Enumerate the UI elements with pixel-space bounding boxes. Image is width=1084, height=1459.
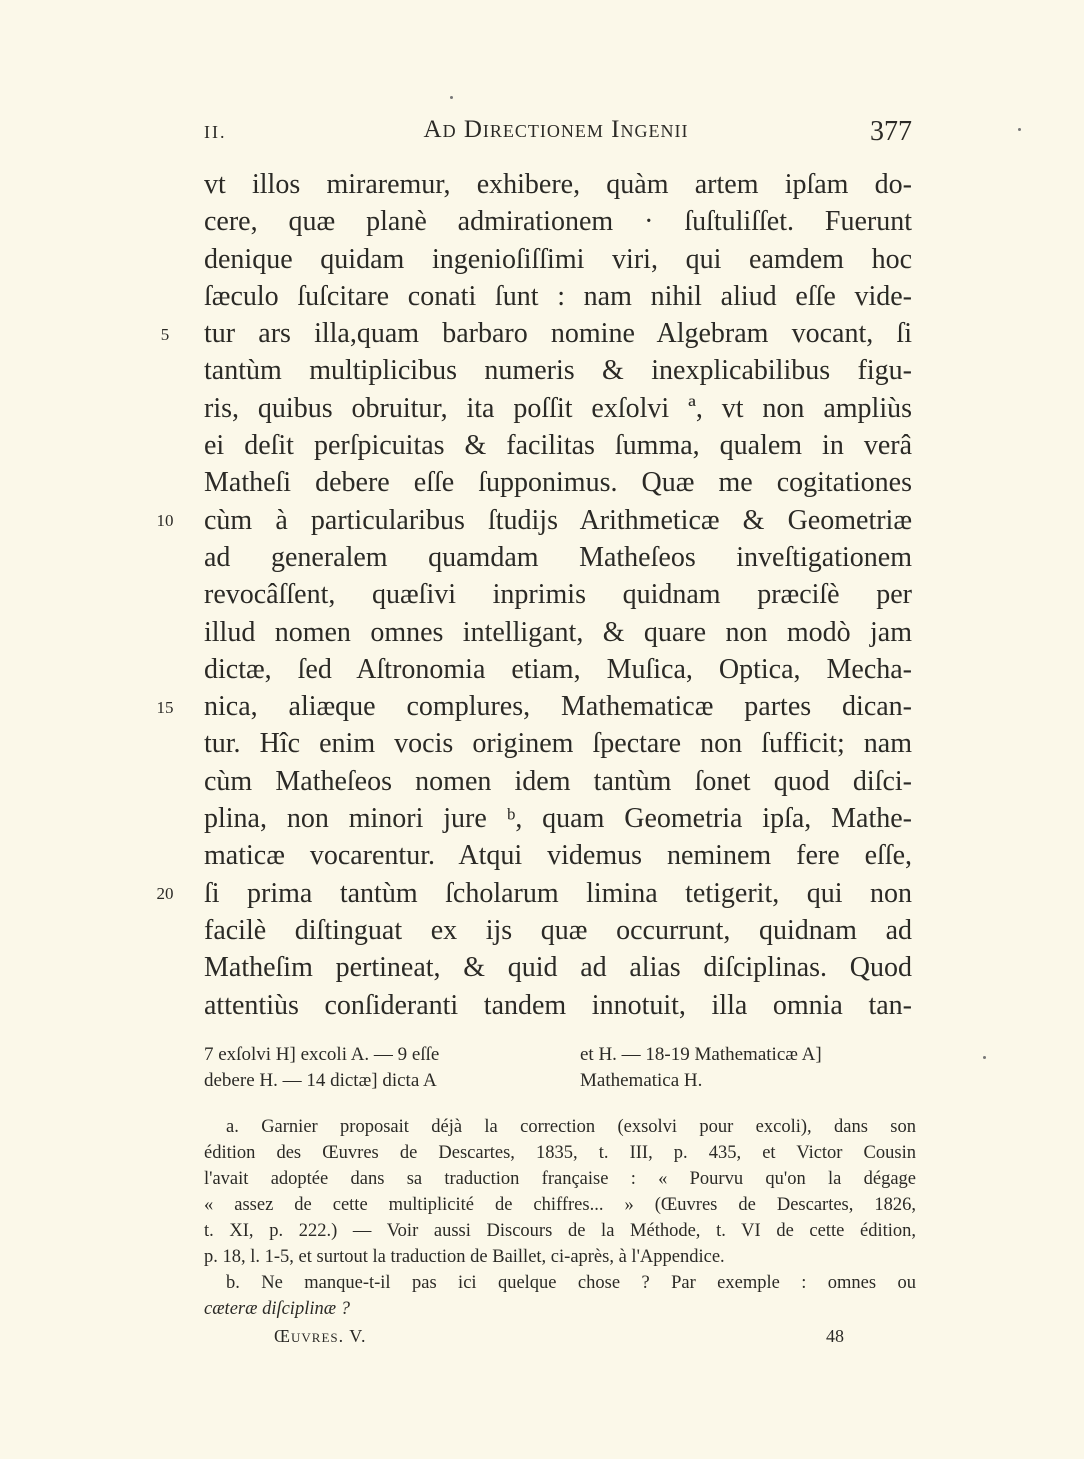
text-line: Matheſim pertineat, & quid ad alias diſciplinas. Quod: [204, 952, 912, 984]
text-line: denique quidam ingenioſiſſimi viri, qui eamdem hoc: [204, 243, 912, 275]
sheet-number: 48: [826, 1326, 844, 1346]
variant-text: Mathematica H.: [580, 1070, 703, 1091]
variant-readings: [204, 1042, 944, 1094]
page-footer: [274, 1326, 844, 1350]
text-line: nica, aliæque complures, Mathematicæ partes dican-: [204, 691, 912, 723]
text-line: vt illos miraremur, exhibere, quàm artem ipſam do-: [204, 169, 912, 200]
volume-signature: Œuvres. V.: [274, 1326, 367, 1346]
section-number: II.: [204, 122, 227, 142]
text-line: ei deſit perſpicuitas & facilitas ſumma, qualem in verâ: [204, 430, 912, 462]
page-number: 377: [870, 116, 912, 147]
footnote-line: l'avait adoptée dans sa traduction française : « Pourvu qu'on la dégage: [204, 1169, 916, 1189]
footnote-line: b. Ne manque-t-il pas ici quelque chose ? Par exemple : omnes ou: [226, 1273, 916, 1293]
footnote-line: « assez de cette multiplicité de chiffres... » (Œuvres de Descartes, 1826,: [204, 1195, 916, 1215]
speck: [983, 1056, 986, 1059]
footnote-line: a. Garnier proposait déjà la correction (exsolvi pour excoli), dans son: [226, 1117, 916, 1137]
variant-text: debere H. — 14 dictæ] dicta A: [204, 1070, 437, 1091]
footnote-line: cæteræ diſciplinæ ?: [204, 1299, 350, 1319]
line-number: 5: [160, 325, 170, 344]
footnote-line: t. XI, p. 222.) — Voir aussi Discours de la Méthode, t. VI de cette édition,: [204, 1221, 916, 1241]
text-line: ris, quibus obruitur, ita poſſit exſolvi ª, vt non ampliùs: [204, 392, 912, 424]
speck: [450, 96, 453, 99]
text-line: ſi prima tantùm ſcholarum limina tetigerit, qui non: [204, 877, 912, 909]
running-title: Ad Directionem Ingenii: [423, 116, 689, 143]
text-line: revocâſſent, quæſivi inprimis quidnam præciſè per: [204, 579, 912, 611]
text-line: tur ars illa,quam barbaro nomine Algebram vocant, ſi: [204, 318, 912, 350]
text-line: Matheſi debere eſſe ſupponimus. Quæ me cogitationes: [204, 467, 912, 499]
text-line: ad generalem quamdam Matheſeos inveſtigationem: [204, 541, 912, 573]
text-line: ſæculo ſuſcitare conati ſunt : nam nihil aliud eſſe vide-: [204, 280, 912, 312]
text-line: plina, non minori jure ᵇ, quam Geometria ipſa, Mathe-: [204, 803, 912, 835]
main-text: [204, 166, 912, 1024]
line-number: 15: [156, 698, 174, 717]
text-line: cere, quæ planè admirationem · ſuſtuliſſet. Fuerunt: [204, 206, 912, 238]
footnote-line: p. 18, l. 1-5, et surtout la traduction de Baillet, ci-après, à l'Appendice.: [204, 1247, 725, 1267]
line-number: 10: [156, 511, 174, 530]
line-number: 20: [156, 884, 174, 903]
text-line: maticæ vocarentur. Atqui videmus neminem fere eſſe,: [204, 840, 912, 872]
text-line: cùm Matheſeos nomen idem tantùm ſonet quod diſci-: [204, 765, 912, 797]
text-line: facilè diſtinguat ex ijs quæ occurrunt, quidnam ad: [204, 914, 912, 946]
text-line: dictæ, ſed Aſtronomia etiam, Muſica, Optica, Mecha-: [204, 653, 912, 685]
footnotes: [204, 1114, 916, 1322]
text-line: attentiùs conſideranti tandem innotuit, illa omnia tan-: [204, 989, 912, 1021]
variant-row: [204, 1042, 944, 1068]
text-line: illud nomen omnes intelligant, & quare non modò jam: [204, 616, 912, 648]
variant-row: [204, 1068, 944, 1094]
variant-text: et H. — 18-19 Mathematicæ A]: [580, 1044, 822, 1065]
running-header: [200, 116, 912, 148]
speck: [1018, 128, 1021, 131]
text-line: tantùm multiplicibus numeris & inexplicabilibus figu-: [204, 355, 912, 387]
footnote-line: édition des Œuvres de Descartes, 1835, t. III, p. 435, et Victor Cousin: [204, 1143, 916, 1163]
text-line: tur. Hîc enim vocis originem ſpectare non ſufficit; nam: [204, 728, 912, 760]
variant-text: 7 exſolvi H] excoli A. — 9 eſſe: [204, 1044, 440, 1065]
text-line: cùm à particularibus ſtudijs Arithmeticæ & Geometriæ: [204, 504, 912, 536]
